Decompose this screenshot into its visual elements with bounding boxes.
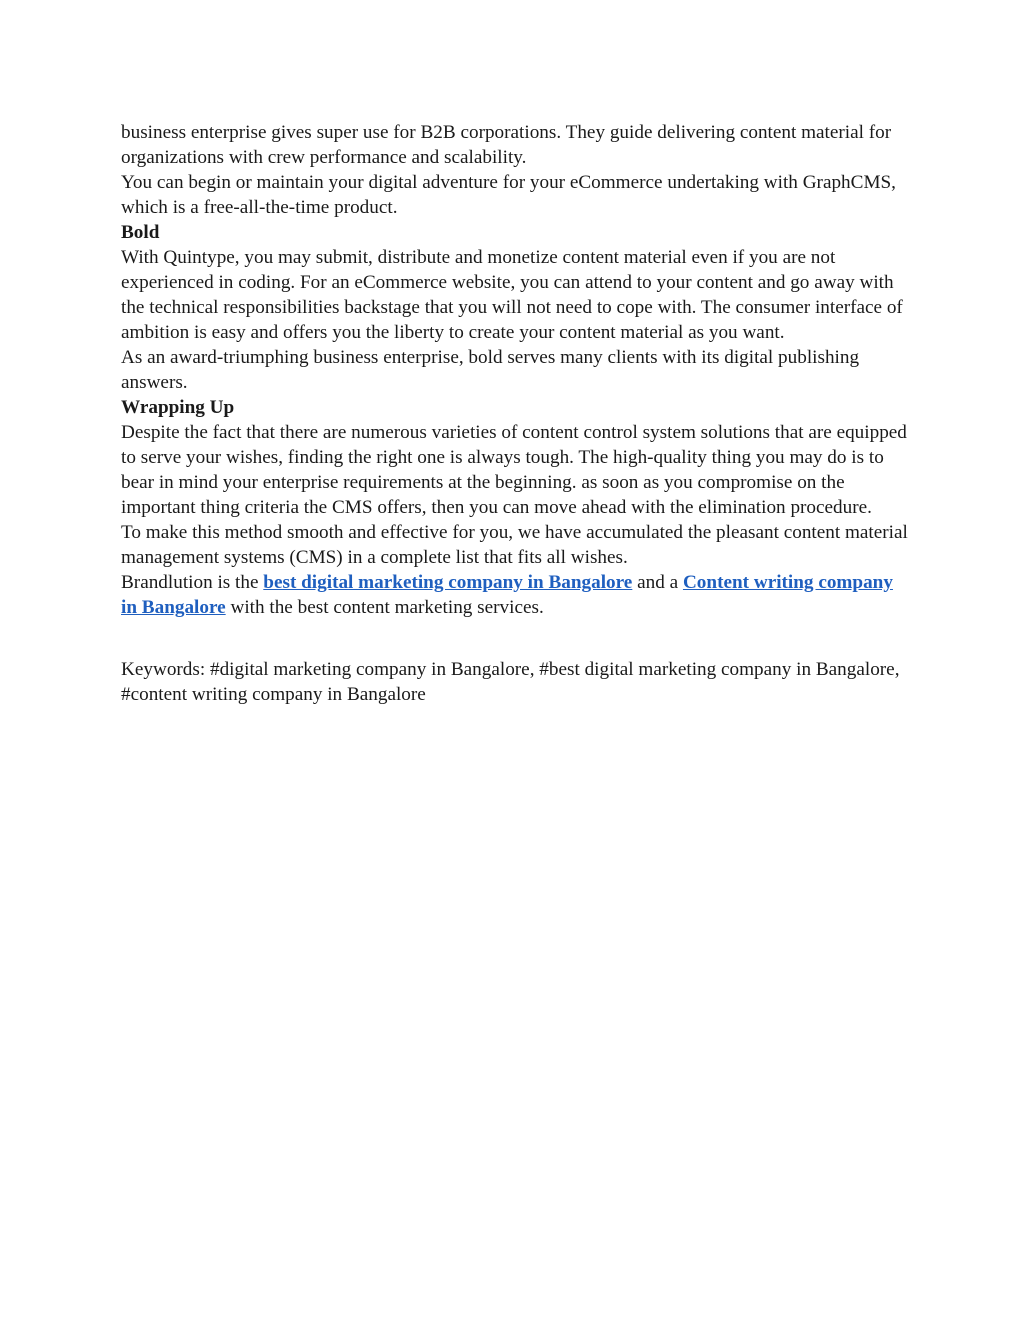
paragraph-b2b: business enterprise gives super use for B2B corporations. They guide delivering content material for organizations with crew performance and scalability. xyxy=(121,122,892,168)
document-page xyxy=(121,120,911,707)
link-best-digital-marketing[interactable]: best digital marketing company in Bangalore xyxy=(263,572,633,593)
blank-line xyxy=(121,620,911,657)
paragraph-method: To make this method smooth and effective for you, we have accumulated the pleasant content material management systems (CMS) in a complete list that fits all wishes. xyxy=(121,522,908,568)
brandlution-middle: and a xyxy=(632,572,683,593)
paragraph-brandlution xyxy=(121,570,911,620)
keywords-line: Keywords: #digital marketing company in Bangalore, #best digital marketing company in Bangalore, #content writing company in Bangalore xyxy=(121,659,900,705)
brandlution-suffix: with the best content marketing services. xyxy=(225,597,544,618)
heading-bold: Bold xyxy=(121,222,160,243)
paragraph-award: As an award-triumphing business enterprise, bold serves many clients with its digital publishing answers. xyxy=(121,347,860,393)
paragraph-despite: Despite the fact that there are numerous varieties of content control system solutions that are equipped to serve your wishes, finding the right one is always tough. The high-quality thing you may do is to bear in mind your enterprise requirements at the beginning. as soon as you compromise on the important thing criteria the CMS offers, then you can move ahead with the elimination procedure. xyxy=(121,422,907,518)
heading-wrapping-up: Wrapping Up xyxy=(121,397,235,418)
link-content-writing[interactable]: Content writing company in Bangalore xyxy=(121,572,893,618)
paragraph-graphcms: You can begin or maintain your digital adventure for your eCommerce undertaking with GraphCMS, which is a free-all-the-time product. xyxy=(121,172,896,218)
brandlution-prefix: Brandlution is the xyxy=(121,572,264,593)
paragraph-quintype: With Quintype, you may submit, distribute and monetize content material even if you are not experienced in coding. For an eCommerce website, you can attend to your content and go away with the technical responsibilities backstage that you will not need to cope with. The consumer interface of ambition is easy and offers you the liberty to create your content material as you want. xyxy=(121,247,903,343)
